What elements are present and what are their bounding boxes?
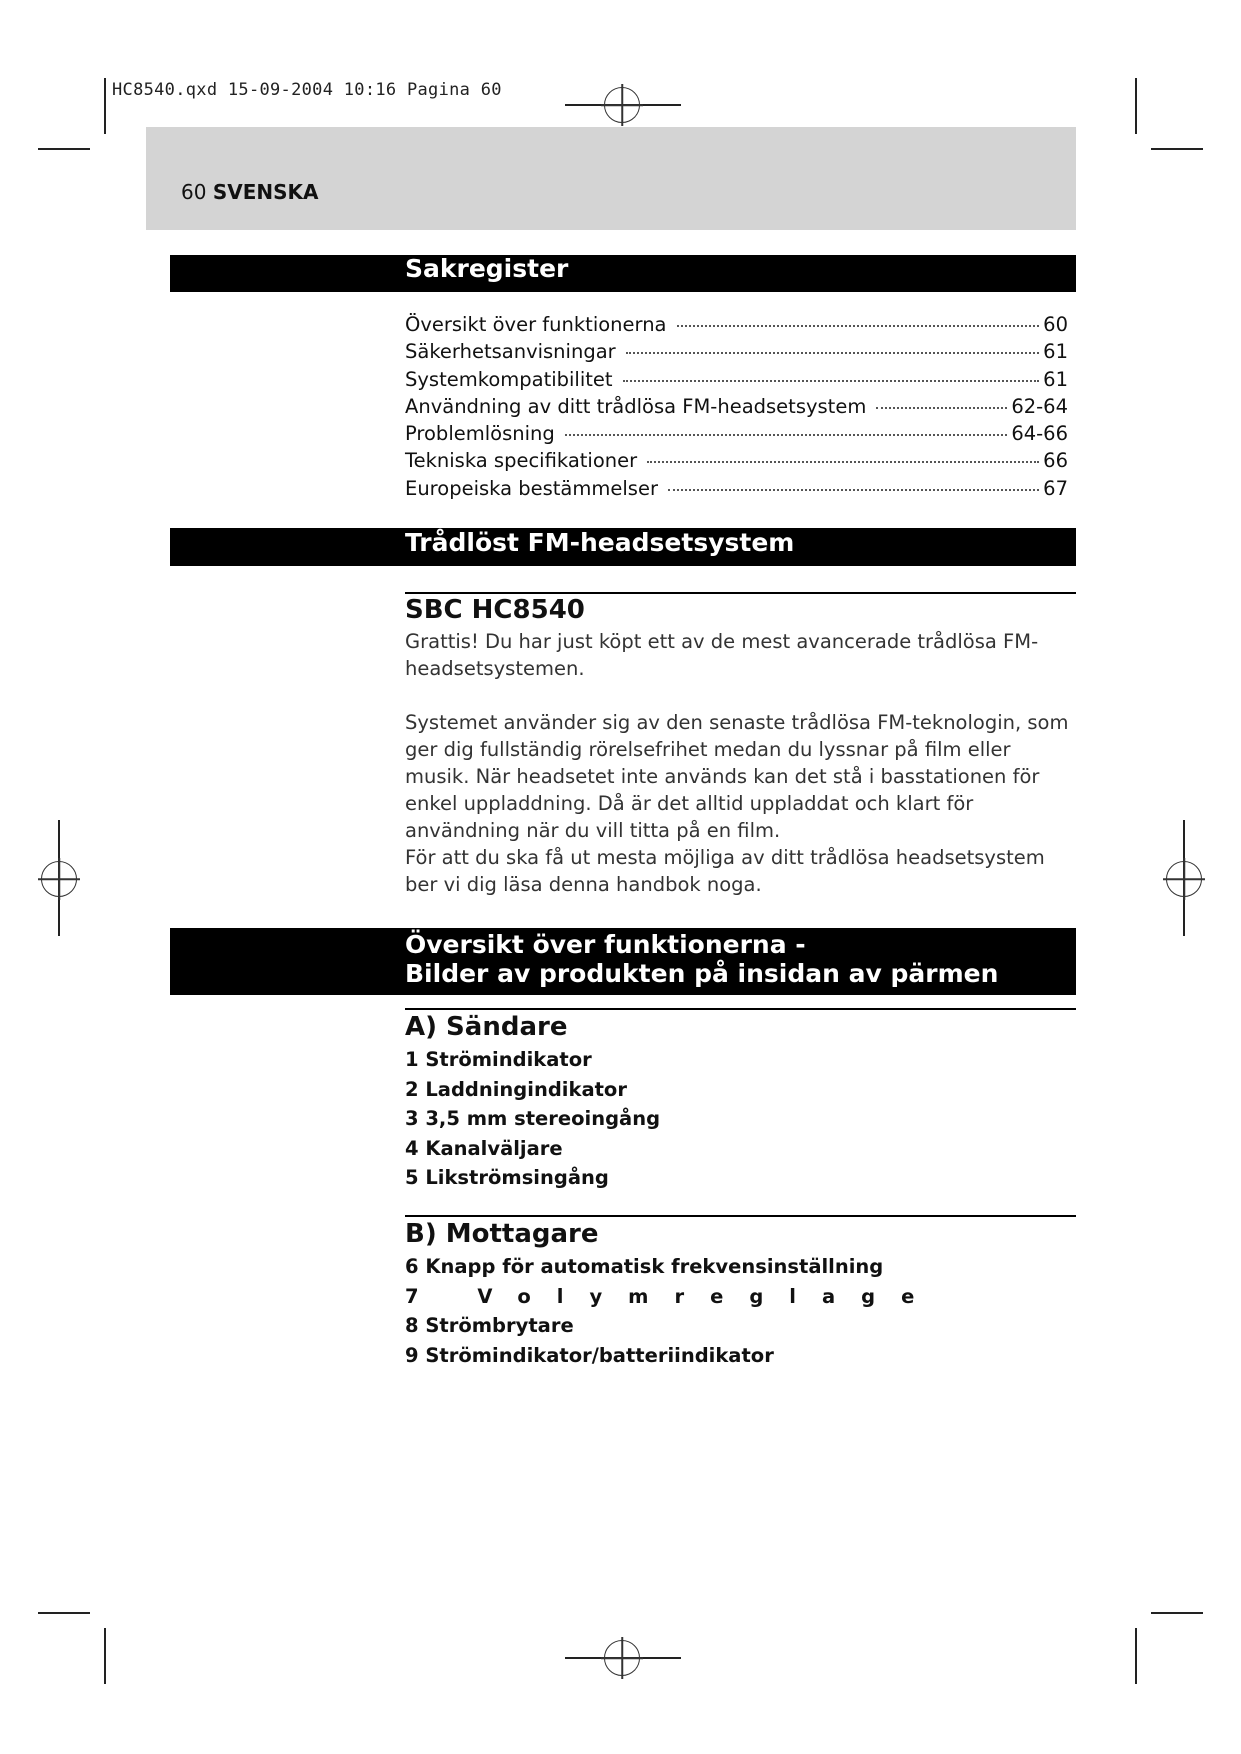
crop-mark xyxy=(104,78,106,134)
toc-entry[interactable]: Tekniska specifikationer 66 xyxy=(405,449,1068,473)
section-rule xyxy=(405,1008,1076,1010)
transmitter-heading: A) Sändare xyxy=(405,1012,568,1042)
crop-mark xyxy=(1151,148,1203,150)
intro-paragraph: Systemet använder sig av den senaste trådlösa FM-teknologin, som ger dig fullständig rörelsefrihet medan du lyssnar på film eller musik. När headsetet inte används kan det stå i basstationen för enkel uppladdning. Då är det alltid uppladdat och klart för användning när du vill titta på en film. xyxy=(405,711,1069,842)
list-item: 9 Strömindikator/batteriindikator xyxy=(405,1344,774,1367)
language-label: SVENSKA xyxy=(212,180,319,204)
list-item: 2 Laddningindikator xyxy=(405,1078,627,1101)
list-item: 6 Knapp för automatisk frekvensinställning xyxy=(405,1255,884,1278)
intro-paragraph: För att du ska få ut mesta möjliga av ditt trådlösa headsetsystem ber vi dig läsa denna handbok noga. xyxy=(405,846,1045,896)
list-item: 5 Likströmsingång xyxy=(405,1166,609,1189)
toc-entry[interactable]: Användning av ditt trådlösa FM-headsetsystem 62-64 xyxy=(405,394,1068,418)
crop-mark xyxy=(38,1612,90,1614)
toc-entry[interactable]: Översikt över funktionerna 60 xyxy=(405,313,1068,336)
page-header xyxy=(181,180,318,204)
registration-mark-icon xyxy=(604,1640,640,1676)
crop-mark xyxy=(1135,1628,1137,1684)
list-item: 3 3,5 mm stereoingång xyxy=(405,1107,661,1130)
intro-paragraph: Grattis! Du har just köpt ett av de mest avancerade trådlösa FM-headsetsystemen. xyxy=(405,630,1039,680)
section-rule xyxy=(405,1215,1076,1217)
overview-title-line: Bilder av produkten på insidan av pärmen xyxy=(405,959,999,988)
list-item: 8 Strömbrytare xyxy=(405,1314,574,1337)
print-slug: HC8540.qxd 15-09-2004 10:16 Pagina 60 xyxy=(112,80,502,100)
toc-entry[interactable]: Europeiska bestämmelser 67 xyxy=(405,476,1068,500)
toc-entry[interactable]: Säkerhetsanvisningar 61 xyxy=(405,340,1068,364)
toc-entry[interactable]: Problemlösning 64-66 xyxy=(405,422,1068,446)
crop-mark xyxy=(104,1628,106,1684)
section-title-intro: Trådlöst FM-headsetsystem xyxy=(170,528,1076,566)
overview-title-line: Översikt över funktionerna - xyxy=(405,930,806,959)
registration-mark-icon xyxy=(604,87,640,123)
registration-mark-icon xyxy=(41,861,77,897)
toc-title: Sakregister xyxy=(170,255,1076,292)
toc-entry[interactable]: Systemkompatibilitet 61 xyxy=(405,367,1068,391)
header-band xyxy=(146,127,1076,230)
crop-mark xyxy=(1151,1612,1203,1614)
table-of-contents xyxy=(405,313,1068,504)
receiver-heading: B) Mottagare xyxy=(405,1219,599,1249)
list-item: 4 Kanalväljare xyxy=(405,1137,563,1160)
page-number: 60 xyxy=(181,180,207,204)
crop-mark xyxy=(1135,78,1137,134)
registration-mark-icon xyxy=(1166,861,1202,897)
model-heading: SBC HC8540 xyxy=(405,595,585,625)
list-item: 7 Volymreglage xyxy=(405,1285,941,1308)
section-rule xyxy=(405,592,1076,594)
section-title-overview xyxy=(170,928,1076,995)
list-item: 1 Strömindikator xyxy=(405,1048,592,1071)
crop-mark xyxy=(38,148,90,150)
